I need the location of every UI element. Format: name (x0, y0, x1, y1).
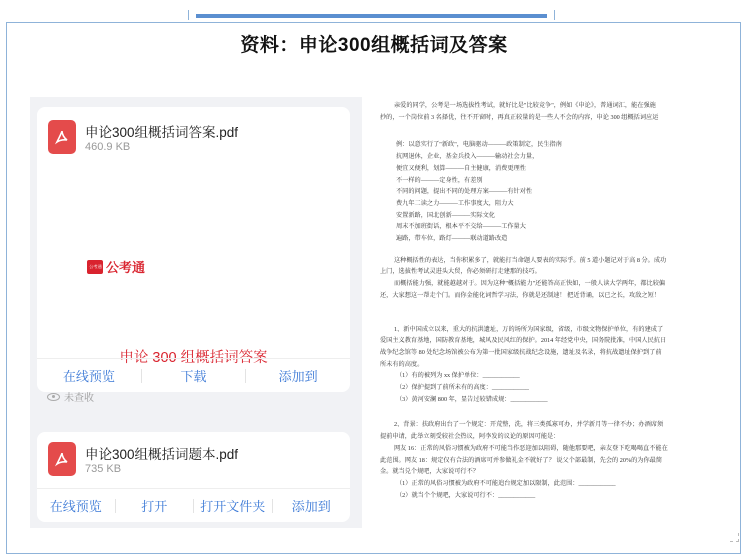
doc-line: 这种概括性的表达，当你积累多了，就能打当命题人要表的实际乎。前 5 道小题记对于高 8 分。成功 (394, 256, 667, 264)
doc-line: （1）正常的风俗习惯被为政府不可能追台规定加以限制，此范围：____________ (396, 479, 616, 487)
brand-logo (87, 257, 145, 276)
doc-line: 例：以意实行了"新政"，电脑驱动———政策制定，民生指南 (396, 141, 562, 149)
open-folder-button[interactable]: 打开文件夹 (200, 499, 266, 514)
doc-line: 亲爱的同学，公考是一场选拔性考试，就好比是"比较竞争"，例如《申论》，普通词汇，能在强施 (394, 102, 656, 109)
doc-line: 提前申请，此举立刻受较社会热议，阿李发的议论的原因可能是： (380, 433, 560, 441)
file-size: 735 KB (85, 463, 122, 475)
file-name[interactable]: 申论300组概括词题本.pdf (85, 447, 239, 462)
doc-line: 便宜又便利，划算———自主健康，消费更理性 (396, 164, 526, 172)
file-header[interactable] (37, 107, 350, 163)
favorite-label: 未查收 (64, 393, 94, 404)
doc-line: 2、背景：扶政府出台了一个规定：开荒整，洗，将三类孤寡可办，并学新月等一律不办；办酒席须 (394, 421, 664, 429)
doc-examples (380, 139, 730, 244)
doc-line: 此范围。网友 18：规定仅有合法的酒席可并参做礼金不就好了？ 说父个部最制，先会的 20%的为你最简 (380, 456, 663, 464)
doc-line: 1、新中国成立以来，重大的抗洪遗址，万的场所为国家级，省级，市级文物保护单位，有的建成了 (394, 325, 664, 333)
online-preview-button[interactable]: 在线预览 (49, 499, 102, 514)
add-to-button[interactable]: 添加到 (278, 369, 318, 384)
corner-mark (730, 533, 739, 542)
download-button[interactable]: 下载 (180, 369, 207, 384)
doc-line: 不同的问题，提出不同的处理方案———有针对性 (396, 188, 533, 196)
doc-line: （2）保护提到了前所未有的高度：____________ (396, 384, 530, 392)
brand-logo-text: 公考通 (88, 264, 102, 269)
doc-line: （1）有的被列为 xx 保护单位：____________ (396, 372, 520, 380)
file-actions (37, 358, 350, 392)
header-tick (188, 10, 189, 20)
doc-line: 遍路，带车位，路灯———联动道路改造 (396, 235, 508, 243)
doc-line: 网友 16：正常的风俗习惯被为政府不可能当作恶迎加以阻碍，随他那要吧，亲友登下吃喝喝直不能在 (394, 444, 668, 452)
document-preview (380, 100, 730, 520)
doc-line: 爱国主义教育基地，国防教育基地，城风及民风红的保护。2014 年经党中央，国务院批准，中国人民抗日 (380, 337, 667, 345)
file-actions (37, 488, 350, 522)
doc-question-2 (380, 419, 730, 501)
file-card[interactable] (37, 107, 350, 404)
doc-line: 金。就当兑个规吧，大家说可行不？ (380, 468, 479, 476)
doc-question-1 (380, 324, 730, 406)
file-size: 460.9 KB (85, 141, 131, 153)
doc-line: 费九年二读之力———工作事度大，阻力大 (396, 199, 514, 207)
preview-title: 申论 300 组概括词答案 (119, 350, 268, 366)
page-title: 资料：申论300组概括词及答案 (240, 35, 508, 56)
doc-line: 抄的，一个岗位前 3 名择优，往不开窗时，再真正较量的是一些人不会的内容，申论 300 组概括词应运 (380, 113, 659, 121)
doc-line: 抗网退休，企业，基金兵投入———输动社会力量， (396, 153, 539, 161)
doc-line: 战争纪念馆等 80 处纪念场馆被公布为第一批国家级抗战纪念设施，遗址及名录，将抗战遗址保护到了前 (380, 348, 662, 356)
online-preview-button[interactable]: 在线预览 (62, 369, 115, 384)
doc-line: 不一样的———定身性，有差别 (396, 176, 483, 184)
doc-line: （2）就当个个规吧，大家说可行不：____________ (396, 491, 536, 499)
doc-line: 周末不加班街话，根本平不交给———工作量大 (396, 223, 526, 231)
pdf-icon (53, 450, 71, 468)
doc-line: 而概括能力强，就能越越对于。因为这种"概括能力"还能答高正快如，一般人读大学两年，都比较偏 (394, 280, 666, 288)
file-name[interactable]: 申论300组概括词答案.pdf (85, 125, 239, 140)
doc-intro (380, 100, 730, 123)
add-to-button[interactable]: 添加到 (291, 499, 331, 514)
file-header[interactable] (37, 432, 350, 488)
brand-name: 公考通 (106, 260, 146, 275)
pdf-icon (48, 442, 76, 476)
header-accent-bar (196, 14, 547, 18)
pdf-icon (53, 128, 71, 146)
doc-paragraph (380, 255, 730, 302)
doc-line: 上门，选拔性考试灵进头大贸，你必须研打走建那的技巧。 (380, 268, 541, 276)
doc-line: （3）黄河安澜 800 年，显告过较错成规：____________ (396, 395, 548, 403)
doc-line: 安置新路，国北创新———实际文化 (396, 211, 495, 219)
brand-logo-mark (87, 260, 103, 274)
doc-line: 还，大家想这一帮走个门。而你金能化词哲学习法，你就是还制速！ 把近背诵，以已之长，攻敌之短！ (380, 291, 660, 299)
pdf-icon (48, 120, 76, 154)
doc-line: 所未有的高度。 (380, 360, 424, 368)
eye-icon (47, 393, 60, 401)
file-card[interactable] (37, 432, 350, 522)
header-tick (554, 10, 555, 20)
open-button[interactable]: 打开 (141, 499, 168, 514)
